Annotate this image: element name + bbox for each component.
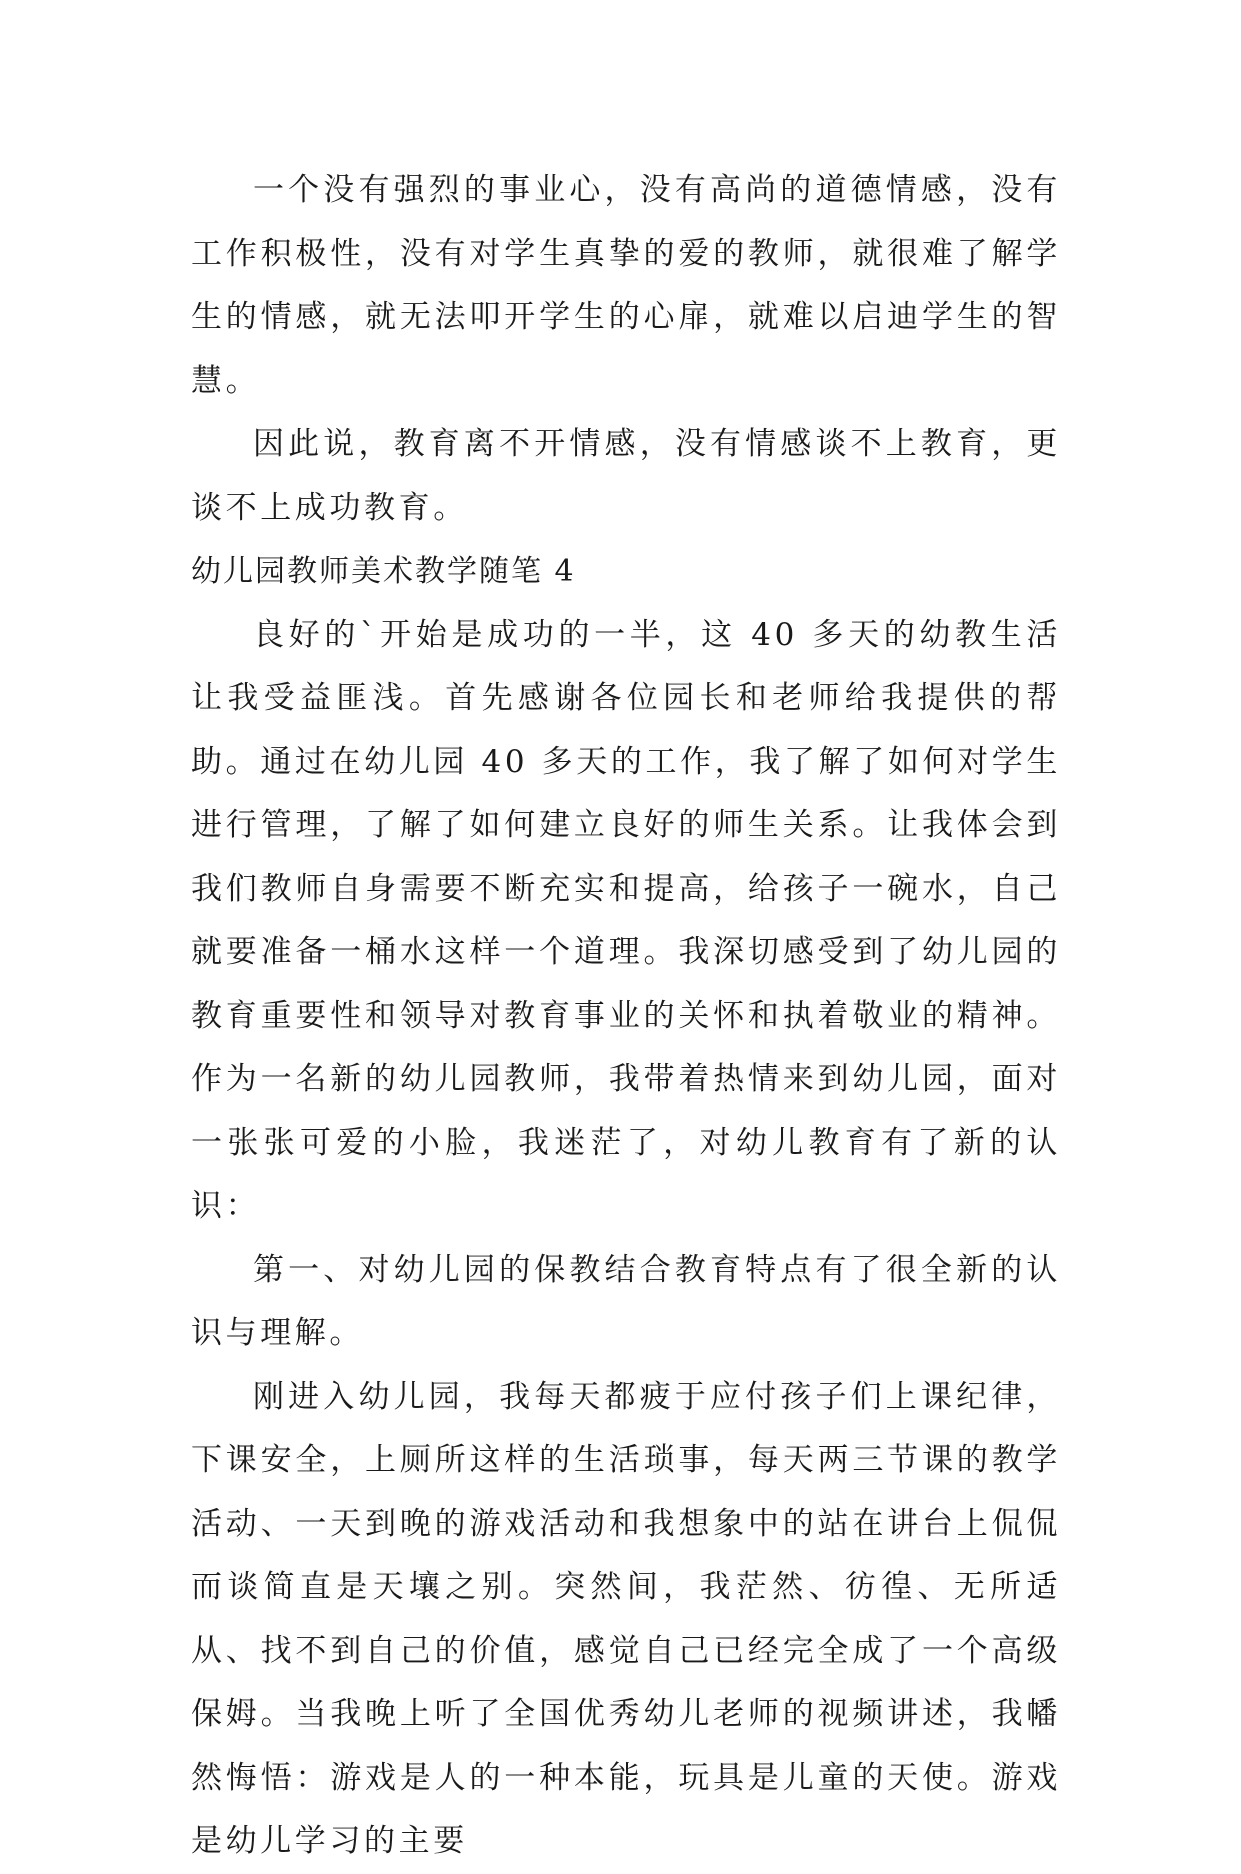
paragraph-intro: 良好的`开始是成功的一半，这 40 多天的幼教生活让我受益匪浅。首先感谢各位园长和老师给我提供的帮助。通过在幼儿园 40 多天的工作，我了解了如何对学生进行管理，了解了如何建立良好的师生关系。让我体会到我们教师自身需要不断充实和提高，给孩子一碗水，自己就要准备一桶水这样一个道理。我深切感受到了幼儿园的教育重要性和领导对教育事业的关怀和执着敬业的精神。作为一名新的幼儿园教师，我带着热情来到幼儿园，面对一张张可爱的小脸，我迷茫了，对幼儿教育有了新的认识：	[191, 616, 1061, 1224]
paragraph-experience: 刚进入幼儿园，我每天都疲于应付孩子们上课纪律，下课安全，上厕所这样的生活琐事，每天两三节课的教学活动、一天到晚的游戏活动和我想象中的站在讲台上侃侃而谈简直是天壤之别。突然间，我茫然、彷徨、无所适从、找不到自己的价值，感觉自己已经完全成了一个高级保姆。当我晚上听了全国优秀幼儿老师的视频讲述，我幡然悔悟：游戏是人的一种本能，玩具是儿童的天使。游戏是幼儿学习的主要	[191, 1378, 1061, 1859]
essay-heading: 幼儿园教师美术教学随笔 4	[191, 554, 576, 589]
document-body	[191, 159, 1061, 1874]
paragraph-conclusion: 因此说，教育离不开情感，没有情感谈不上教育，更谈不上成功教育。	[191, 426, 1061, 526]
paragraph-passion: 一个没有强烈的事业心，没有高尚的道德情感，没有工作积极性，没有对学生真挚的爱的教师，就很难了解学生的情感，就无法叩开学生的心扉，就难以启迪学生的智慧。	[191, 172, 1061, 399]
paragraph-first-point: 第一、对幼儿园的保教结合教育特点有了很全新的认识与理解。	[191, 1251, 1061, 1351]
